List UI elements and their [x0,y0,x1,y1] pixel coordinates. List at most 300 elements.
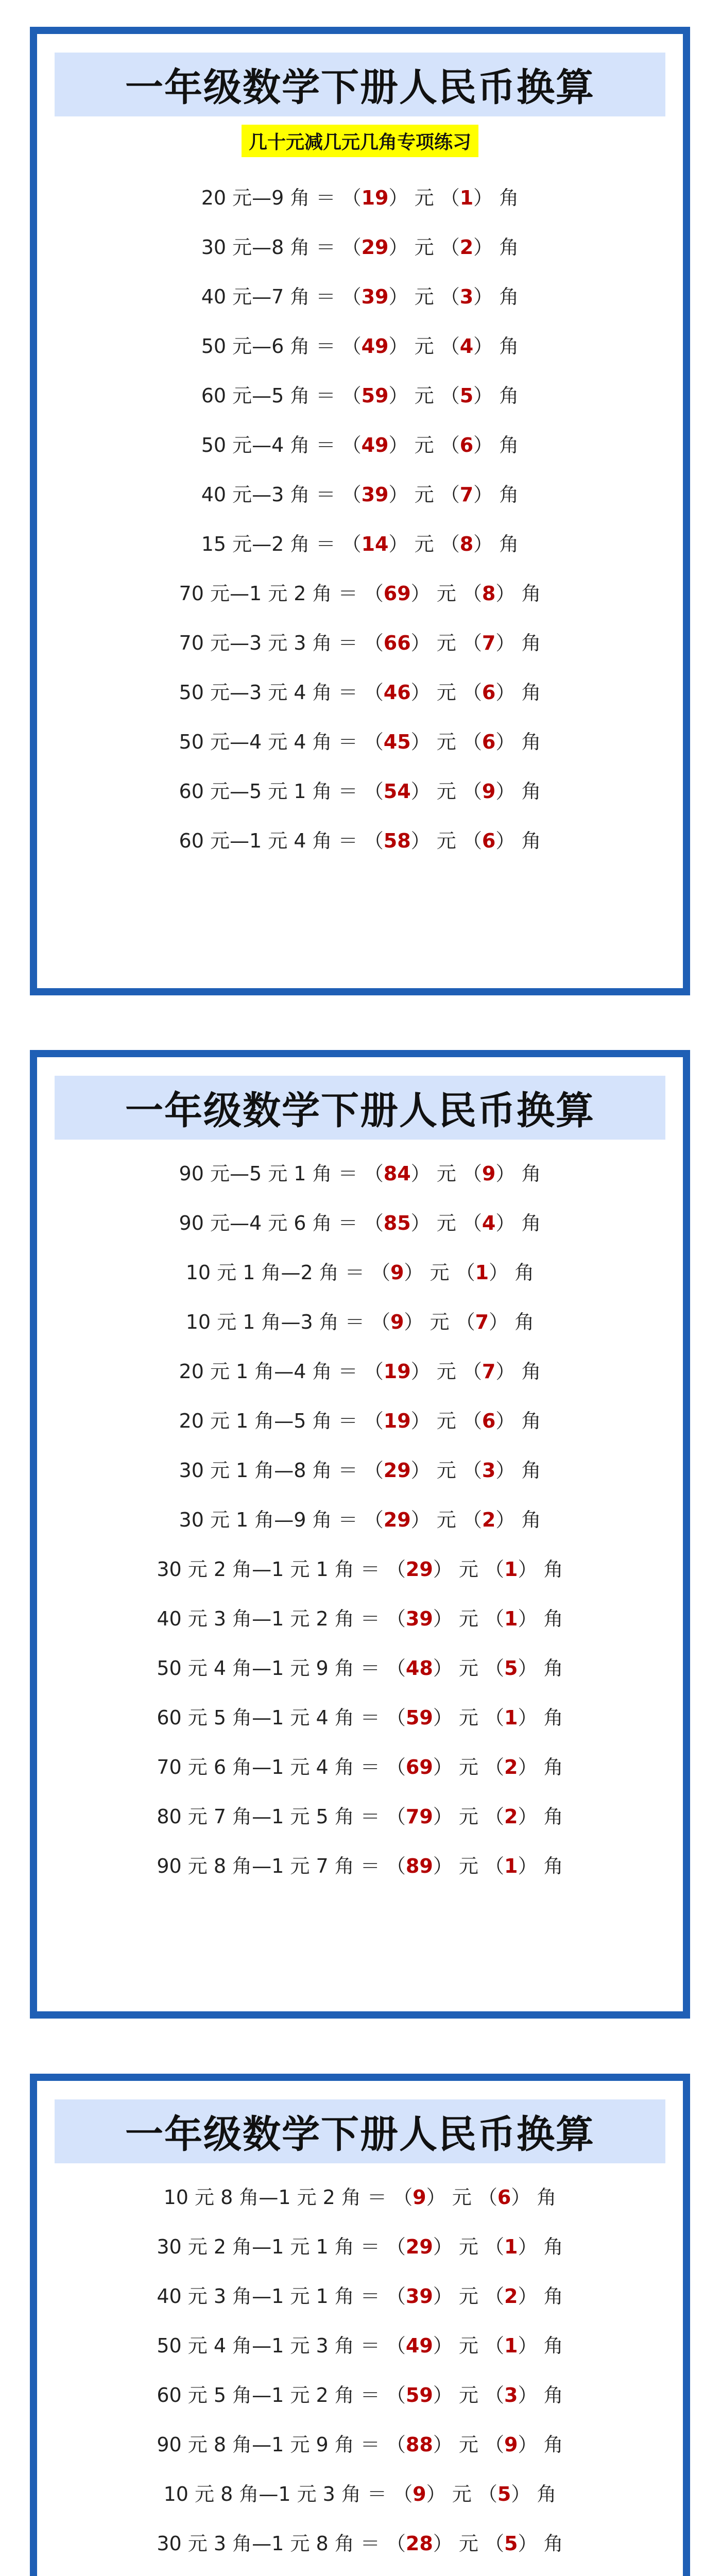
problem-list [37,2173,683,2576]
close-paren: ） [388,187,408,209]
unit-jiao: 角 [537,2186,557,2209]
close-paren: ） [495,1459,516,1482]
problem-expression: 50 元—4 元 4 角 ＝ [179,731,358,753]
problem-expression: 20 元 1 角—4 角 ＝ [179,1360,358,1383]
problem-expression: 20 元 1 角—5 角 ＝ [179,1410,358,1432]
answer-jiao: 2 [459,236,474,259]
answer-yuan: 46 [383,681,411,704]
close-paren: ） [518,1756,538,1778]
open-paren: （ [364,582,384,605]
close-paren: ） [410,1410,431,1432]
unit-jiao: 角 [499,285,519,308]
open-paren: （ [440,384,460,407]
close-paren: ） [518,2334,538,2357]
problem-row [37,371,683,420]
open-paren: （ [462,582,482,605]
close-paren: ） [433,1607,453,1630]
open-paren: （ [462,1360,482,1383]
answer-yuan: 19 [361,187,389,209]
close-paren: ） [433,2334,453,2357]
problem-expression: 90 元—4 元 6 角 ＝ [179,1212,358,1234]
problem-expression: 50 元—3 元 4 角 ＝ [179,681,358,704]
close-paren: ） [388,434,408,456]
close-paren: ） [410,731,431,753]
problem-row [37,2173,683,2222]
open-paren: （ [341,384,362,407]
answer-yuan: 29 [361,236,389,259]
open-paren: （ [370,1311,390,1333]
unit-yuan: 元 [436,829,456,852]
close-paren: ） [495,780,516,803]
close-paren: ） [473,285,493,308]
close-paren: ） [495,1212,516,1234]
unit-jiao: 角 [521,681,541,704]
unit-jiao: 角 [543,2532,563,2555]
worksheet-title: 一年级数学下册人民币换算 [125,65,595,110]
open-paren: （ [386,2235,406,2258]
problem-row [37,1347,683,1396]
close-paren: ） [518,2384,538,2406]
problem-expression: 40 元—7 角 ＝ [201,285,336,308]
unit-jiao: 角 [499,335,519,358]
open-paren: （ [341,335,362,358]
open-paren: （ [440,187,460,209]
open-paren: （ [364,829,384,852]
open-paren: （ [462,1509,482,1531]
answer-yuan: 59 [405,1706,433,1729]
problem-row [37,1841,683,1891]
open-paren: （ [485,1756,505,1778]
problem-expression: 30 元 1 角—8 角 ＝ [179,1459,358,1482]
answer-yuan: 29 [383,1509,411,1531]
open-paren: （ [386,2433,406,2456]
close-paren: ） [518,1657,538,1680]
open-paren: （ [440,434,460,456]
close-paren: ） [433,1558,453,1581]
unit-jiao: 角 [499,187,519,209]
problem-row [37,223,683,272]
unit-yuan: 元 [458,1855,478,1877]
open-paren: （ [364,1509,384,1531]
unit-yuan: 元 [458,1558,478,1581]
answer-yuan: 45 [383,731,411,753]
problem-row [37,1495,683,1545]
answer-jiao: 7 [482,1360,496,1383]
problem-row [37,816,683,866]
open-paren: （ [370,1261,390,1284]
open-paren: （ [485,1706,505,1729]
problem-row [37,1742,683,1792]
problem-expression: 60 元 5 角—1 元 2 角 ＝ [157,2384,380,2406]
unit-yuan: 元 [436,1459,456,1482]
answer-jiao: 2 [504,1805,518,1828]
open-paren: （ [386,1855,406,1877]
unit-jiao: 角 [543,2384,563,2406]
answer-jiao: 3 [459,285,474,308]
problem-expression: 60 元 5 角—1 元 4 角 ＝ [157,1706,380,1729]
open-paren: （ [386,1607,406,1630]
answer-yuan: 39 [361,483,389,506]
open-paren: （ [485,2384,505,2406]
unit-jiao: 角 [521,632,541,654]
unit-yuan: 元 [436,1212,456,1234]
open-paren: （ [386,1805,406,1828]
close-paren: ） [495,681,516,704]
problem-expression: 90 元 8 角—1 元 9 角 ＝ [157,2433,380,2456]
unit-yuan: 元 [436,1410,456,1432]
unit-yuan: 元 [430,1261,450,1284]
problem-expression: 10 元 1 角—2 角 ＝ [185,1261,365,1284]
problem-row [37,1396,683,1446]
problem-row [37,2272,683,2321]
close-paren: ） [495,829,516,852]
close-paren: ） [433,2433,453,2456]
answer-jiao: 8 [482,582,496,605]
problem-list [37,173,683,866]
open-paren: （ [386,2285,406,2308]
problem-row [37,569,683,618]
problem-row [37,1792,683,1841]
unit-yuan: 元 [414,187,434,209]
unit-jiao: 角 [543,1558,563,1581]
close-paren: ） [473,384,493,407]
problem-row [37,1545,683,1594]
open-paren: （ [462,1162,482,1185]
answer-jiao: 8 [459,533,474,555]
close-paren: ） [388,335,408,358]
open-paren: （ [485,2433,505,2456]
unit-yuan: 元 [458,2433,478,2456]
answer-yuan: 58 [383,829,411,852]
open-paren: （ [440,533,460,555]
open-paren: （ [485,2285,505,2308]
close-paren: ） [495,1509,516,1531]
answer-jiao: 6 [482,829,496,852]
open-paren: （ [462,829,482,852]
close-paren: ） [495,731,516,753]
problem-expression: 30 元 3 角—1 元 8 角 ＝ [157,2532,380,2555]
answer-yuan: 89 [405,1855,433,1877]
answer-yuan: 9 [390,1311,404,1333]
problem-expression: 30 元 1 角—9 角 ＝ [179,1509,358,1531]
open-paren: （ [455,1311,475,1333]
open-paren: （ [341,483,362,506]
problem-expression: 30 元 2 角—1 元 1 角 ＝ [157,1558,380,1581]
problem-expression: 70 元 6 角—1 元 4 角 ＝ [157,1756,380,1778]
problem-expression: 60 元—1 元 4 角 ＝ [179,829,358,852]
problem-row [37,420,683,470]
answer-yuan: 59 [405,2384,433,2406]
worksheet-3 [30,2074,690,2576]
problem-row [37,717,683,767]
answer-jiao: 9 [482,1162,496,1185]
unit-jiao: 角 [543,2285,563,2308]
problem-expression: 15 元—2 角 ＝ [201,533,336,555]
problem-row [37,2321,683,2370]
answer-jiao: 1 [504,1558,518,1581]
unit-jiao: 角 [499,434,519,456]
open-paren: （ [485,1855,505,1877]
unit-yuan: 元 [458,2285,478,2308]
answer-yuan: 48 [405,1657,433,1680]
open-paren: （ [462,632,482,654]
problem-row [37,1643,683,1693]
close-paren: ） [473,533,493,555]
close-paren: ） [518,1607,538,1630]
answer-jiao: 1 [504,1855,518,1877]
problem-row [37,1149,683,1198]
open-paren: （ [393,2186,413,2209]
problem-row [37,1248,683,1297]
unit-yuan: 元 [458,2235,478,2258]
close-paren: ） [388,236,408,259]
problem-expression: 50 元—6 角 ＝ [201,335,336,358]
close-paren: ） [495,582,516,605]
unit-jiao: 角 [521,1162,541,1185]
title-bar [55,53,665,116]
open-paren: （ [364,632,384,654]
open-paren: （ [462,1212,482,1234]
unit-jiao: 角 [514,1311,535,1333]
unit-yuan: 元 [436,731,456,753]
answer-jiao: 9 [482,780,496,803]
open-paren: （ [341,285,362,308]
open-paren: （ [485,2532,505,2555]
problem-expression: 50 元 4 角—1 元 9 角 ＝ [157,1657,380,1680]
problem-row [37,470,683,519]
problem-row [37,767,683,816]
close-paren: ） [433,1855,453,1877]
open-paren: （ [462,1410,482,1432]
problem-row [37,2420,683,2469]
problem-expression: 60 元—5 角 ＝ [201,384,336,407]
problem-row [37,1693,683,1742]
close-paren: ） [511,2186,531,2209]
close-paren: ） [518,1558,538,1581]
close-paren: ） [433,1657,453,1680]
unit-jiao: 角 [499,483,519,506]
open-paren: （ [364,1410,384,1432]
answer-yuan: 19 [383,1410,411,1432]
close-paren: ） [518,2285,538,2308]
close-paren: ） [511,2483,531,2505]
answer-yuan: 84 [383,1162,411,1185]
close-paren: ） [473,335,493,358]
problem-expression: 40 元 3 角—1 元 1 角 ＝ [157,2285,380,2308]
answer-jiao: 3 [504,2384,518,2406]
open-paren: （ [440,335,460,358]
close-paren: ） [426,2186,446,2209]
close-paren: ） [495,1410,516,1432]
answer-yuan: 79 [405,1805,433,1828]
problem-row [37,272,683,321]
open-paren: （ [462,681,482,704]
close-paren: ） [433,2235,453,2258]
unit-yuan: 元 [430,1311,450,1333]
close-paren: ） [518,1805,538,1828]
unit-jiao: 角 [514,1261,535,1284]
unit-jiao: 角 [521,1509,541,1531]
open-paren: （ [364,731,384,753]
unit-yuan: 元 [452,2483,472,2505]
answer-yuan: 69 [405,1756,433,1778]
answer-jiao: 5 [459,384,474,407]
close-paren: ） [410,1360,431,1383]
answer-jiao: 6 [459,434,474,456]
problem-row [37,2370,683,2420]
close-paren: ） [388,384,408,407]
answer-jiao: 6 [482,681,496,704]
close-paren: ） [495,1360,516,1383]
open-paren: （ [386,1657,406,1680]
close-paren: ） [495,632,516,654]
problem-row [37,2469,683,2519]
answer-yuan: 69 [383,582,411,605]
unit-jiao: 角 [521,1410,541,1432]
problem-row [37,668,683,717]
open-paren: （ [364,1212,384,1234]
close-paren: ） [518,1706,538,1729]
problem-row [37,1446,683,1495]
answer-jiao: 6 [482,731,496,753]
open-paren: （ [485,1558,505,1581]
unit-yuan: 元 [452,2186,472,2209]
unit-jiao: 角 [521,1459,541,1482]
close-paren: ） [433,1756,453,1778]
problem-expression: 10 元 8 角—1 元 3 角 ＝ [163,2483,387,2505]
unit-jiao: 角 [499,533,519,555]
close-paren: ） [433,2384,453,2406]
problem-expression: 40 元 3 角—1 元 2 角 ＝ [157,1607,380,1630]
answer-jiao: 4 [459,335,474,358]
problem-expression: 70 元—1 元 2 角 ＝ [179,582,358,605]
open-paren: （ [364,1459,384,1482]
close-paren: ） [410,1459,431,1482]
open-paren: （ [462,780,482,803]
close-paren: ） [433,1706,453,1729]
worksheet-title: 一年级数学下册人民币换算 [125,1089,595,1133]
close-paren: ） [473,236,493,259]
answer-jiao: 1 [504,1706,518,1729]
answer-jiao: 7 [459,483,474,506]
problem-expression: 50 元—4 角 ＝ [201,434,336,456]
open-paren: （ [386,1756,406,1778]
unit-yuan: 元 [436,1509,456,1531]
title-bar [55,2099,665,2163]
close-paren: ） [410,632,431,654]
answer-jiao: 2 [482,1509,496,1531]
open-paren: （ [485,1657,505,1680]
unit-jiao: 角 [543,1607,563,1630]
close-paren: ） [433,1805,453,1828]
answer-yuan: 29 [383,1459,411,1482]
answer-jiao: 7 [475,1311,489,1333]
unit-yuan: 元 [458,2532,478,2555]
close-paren: ） [410,582,431,605]
close-paren: ） [410,1212,431,1234]
answer-yuan: 9 [413,2186,426,2209]
problem-row [37,1297,683,1347]
close-paren: ） [518,2235,538,2258]
open-paren: （ [364,1360,384,1383]
open-paren: （ [485,1805,505,1828]
unit-yuan: 元 [436,632,456,654]
close-paren: ） [473,483,493,506]
unit-yuan: 元 [436,582,456,605]
answer-jiao: 3 [482,1459,496,1482]
close-paren: ） [473,434,493,456]
subtitle-wrap [37,125,683,157]
problem-expression: 80 元 7 角—1 元 5 角 ＝ [157,1805,380,1828]
answer-yuan: 85 [383,1212,411,1234]
answer-jiao: 1 [504,2334,518,2357]
answer-yuan: 19 [383,1360,411,1383]
answer-yuan: 49 [361,434,389,456]
close-paren: ） [518,2532,538,2555]
close-paren: ） [489,1261,509,1284]
unit-yuan: 元 [414,384,434,407]
open-paren: （ [440,285,460,308]
answer-jiao: 6 [497,2186,511,2209]
unit-jiao: 角 [521,582,541,605]
open-paren: （ [462,731,482,753]
close-paren: ） [473,187,493,209]
unit-jiao: 角 [521,780,541,803]
open-paren: （ [485,2334,505,2357]
unit-jiao: 角 [521,1360,541,1383]
unit-yuan: 元 [436,1360,456,1383]
answer-yuan: 39 [361,285,389,308]
unit-jiao: 角 [543,1706,563,1729]
open-paren: （ [485,2235,505,2258]
unit-yuan: 元 [458,1756,478,1778]
answer-yuan: 39 [405,1607,433,1630]
open-paren: （ [393,2483,413,2505]
worksheet-title: 一年级数学下册人民币换算 [125,2112,595,2157]
problem-expression: 70 元—3 元 3 角 ＝ [179,632,358,654]
problem-row [37,618,683,668]
worksheet-2 [30,1050,690,2019]
close-paren: ） [388,285,408,308]
open-paren: （ [440,236,460,259]
unit-yuan: 元 [458,1607,478,1630]
problem-list [37,1149,683,1891]
title-bar [55,1076,665,1140]
problem-expression: 20 元—9 角 ＝ [201,187,336,209]
open-paren: （ [440,483,460,506]
unit-yuan: 元 [458,2334,478,2357]
answer-jiao: 1 [504,1607,518,1630]
close-paren: ） [410,1162,431,1185]
unit-jiao: 角 [543,1756,563,1778]
answer-yuan: 9 [413,2483,426,2505]
answer-jiao: 5 [504,2532,518,2555]
unit-jiao: 角 [499,236,519,259]
unit-jiao: 角 [543,1805,563,1828]
problem-expression: 90 元—5 元 1 角 ＝ [179,1162,358,1185]
unit-yuan: 元 [458,1657,478,1680]
close-paren: ） [410,1509,431,1531]
unit-yuan: 元 [458,1805,478,1828]
close-paren: ） [518,1855,538,1877]
answer-yuan: 49 [405,2334,433,2357]
worksheet-1 [30,27,690,995]
open-paren: （ [386,1706,406,1729]
open-paren: （ [462,1459,482,1482]
open-paren: （ [485,1607,505,1630]
open-paren: （ [386,1558,406,1581]
answer-yuan: 66 [383,632,411,654]
